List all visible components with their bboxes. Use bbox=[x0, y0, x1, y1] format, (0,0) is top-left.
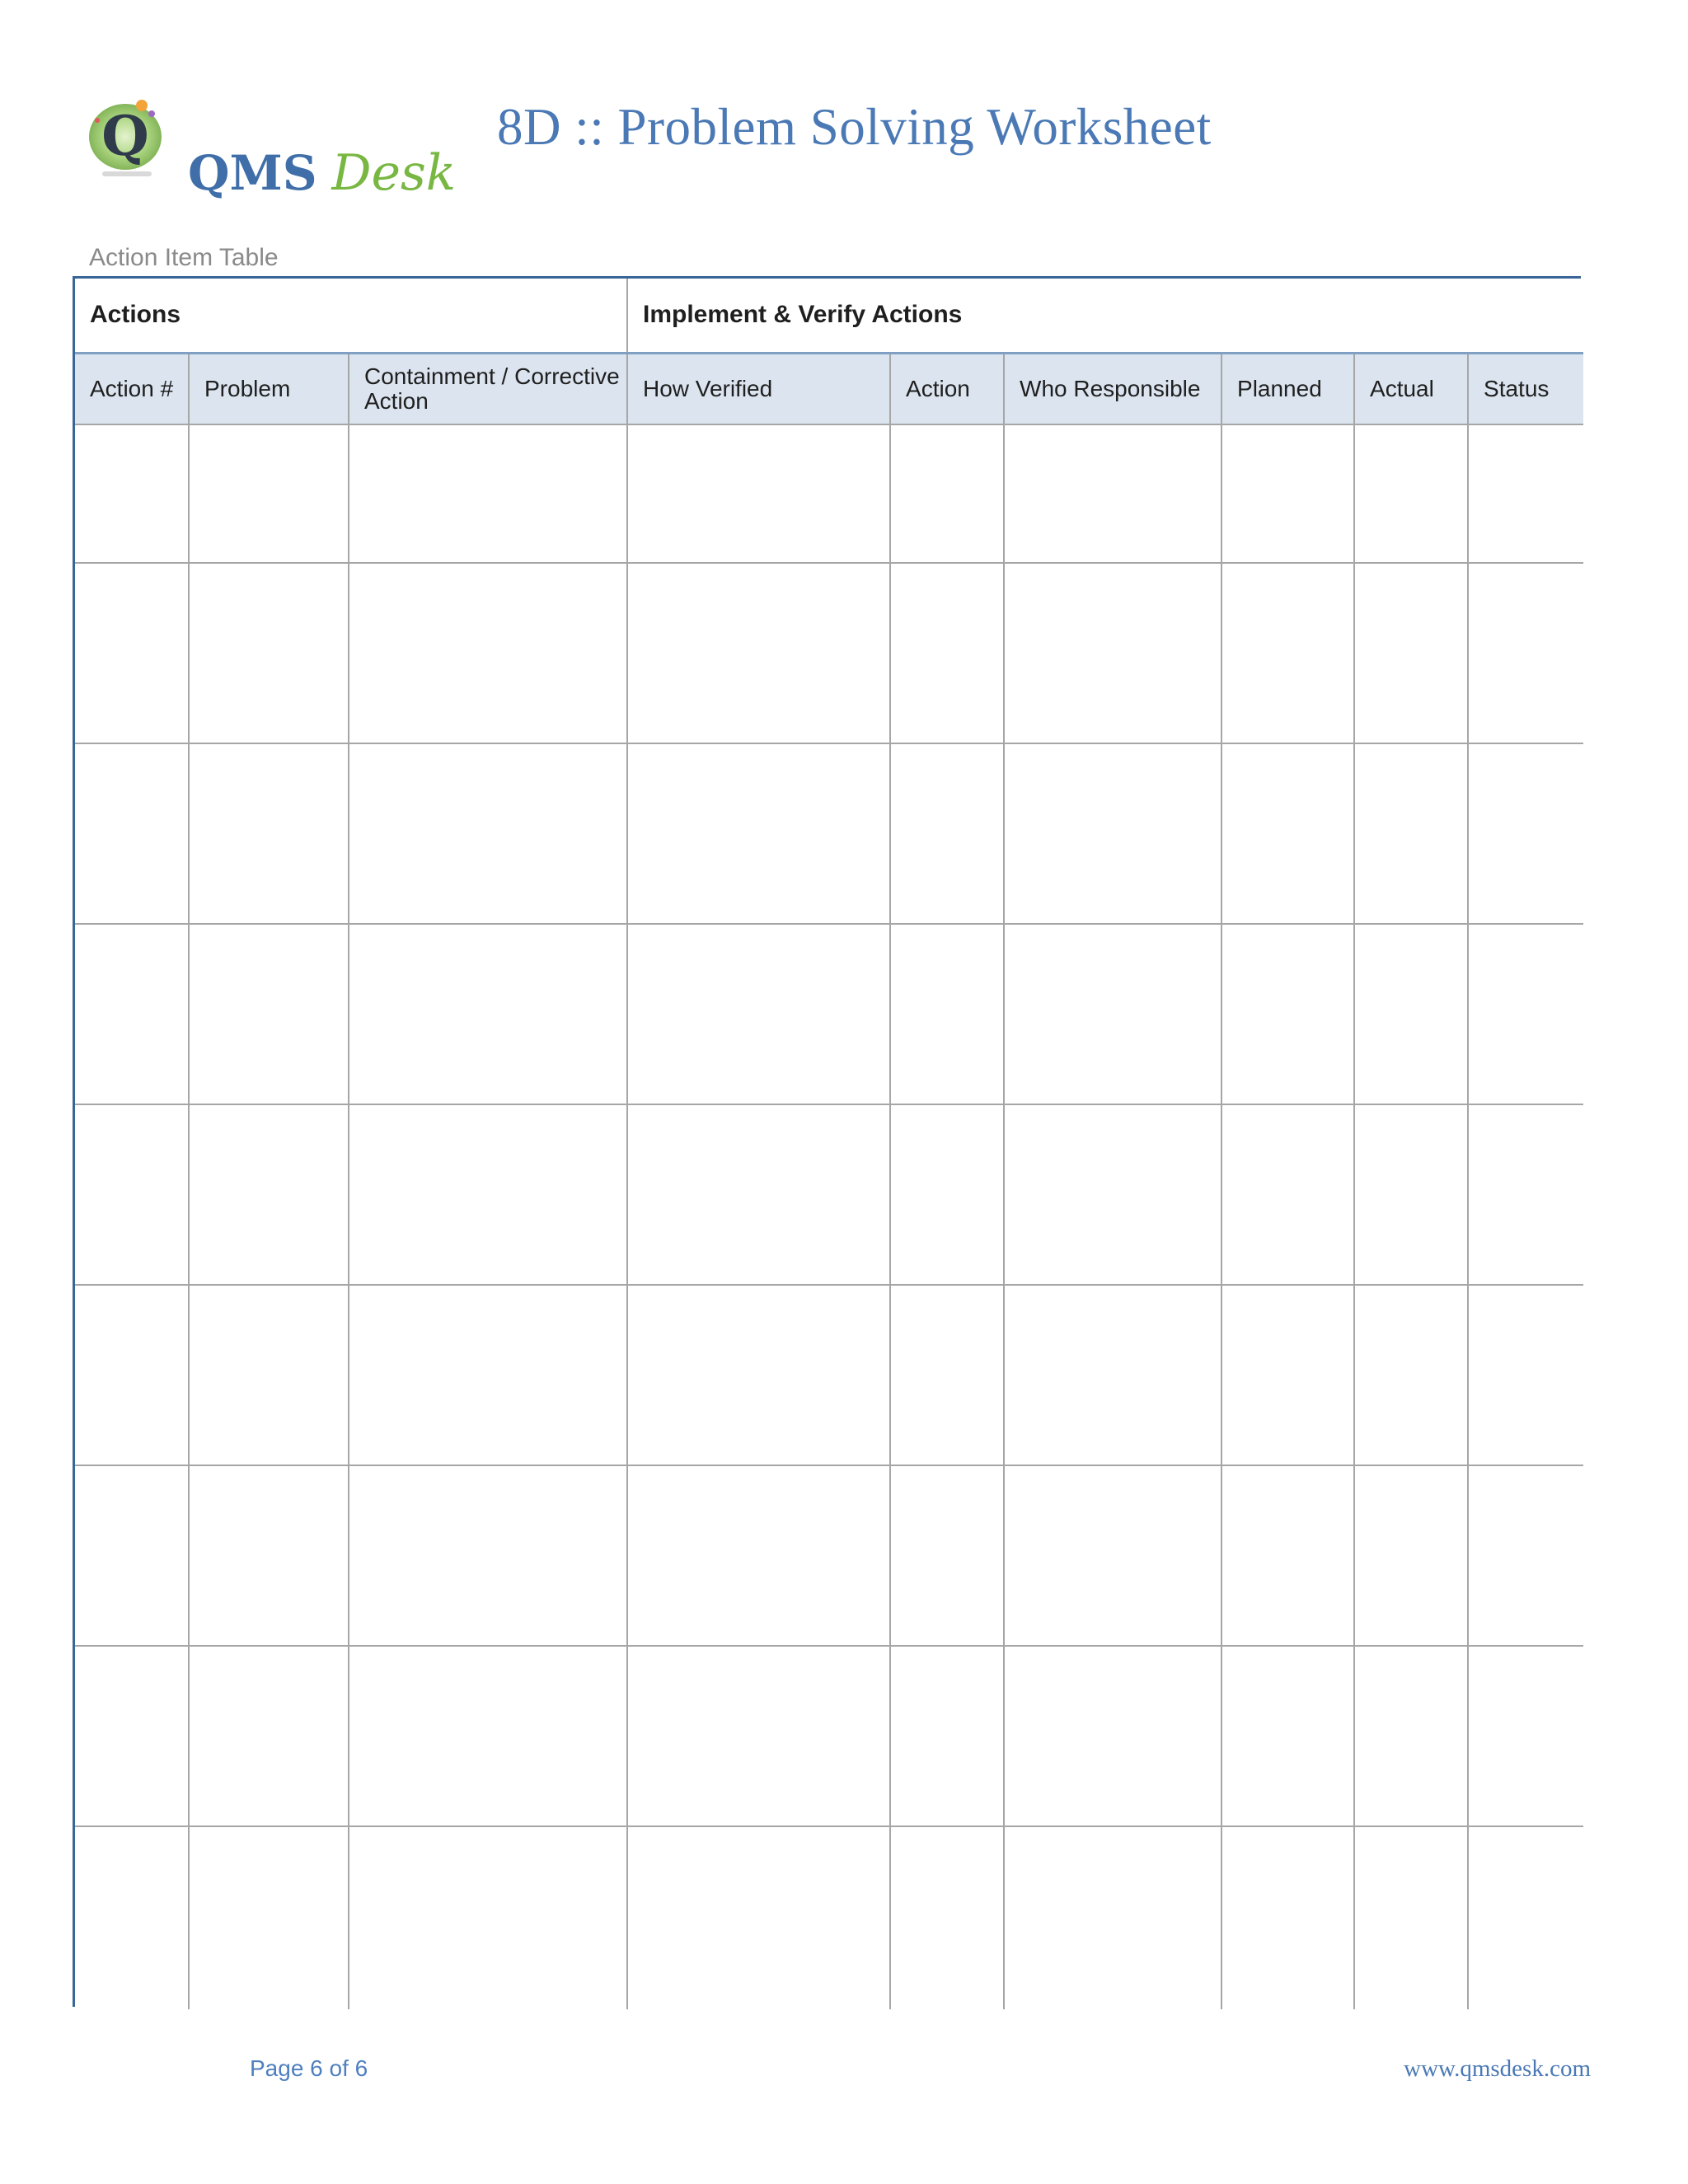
table-cell[interactable] bbox=[1354, 563, 1468, 743]
table-cell[interactable] bbox=[75, 743, 189, 924]
table-cell[interactable] bbox=[890, 743, 1004, 924]
table-row bbox=[75, 1465, 1583, 1646]
table-cell[interactable] bbox=[1004, 1826, 1221, 2009]
table-cell[interactable] bbox=[1468, 424, 1583, 563]
table-cell[interactable] bbox=[627, 1646, 890, 1826]
table-cell[interactable] bbox=[1221, 1646, 1354, 1826]
table-cell[interactable] bbox=[1221, 563, 1354, 743]
table-cell[interactable] bbox=[189, 924, 349, 1104]
table-cell[interactable] bbox=[189, 563, 349, 743]
table-cell[interactable] bbox=[1221, 1104, 1354, 1285]
website-link[interactable]: www.qmsdesk.com bbox=[1404, 2055, 1591, 2082]
table-cell[interactable] bbox=[1354, 424, 1468, 563]
table-cell[interactable] bbox=[627, 424, 890, 563]
action-item-table bbox=[73, 276, 1581, 2007]
table-cell[interactable] bbox=[1221, 1826, 1354, 2009]
table-cell[interactable] bbox=[189, 1465, 349, 1646]
table-cell[interactable] bbox=[189, 743, 349, 924]
qms-logo-mark-icon bbox=[82, 96, 190, 186]
table-cell[interactable] bbox=[189, 1826, 349, 2009]
table-cell[interactable] bbox=[1004, 1104, 1221, 1285]
column-header-status: Status bbox=[1468, 353, 1583, 424]
column-header-planned: Planned bbox=[1221, 353, 1354, 424]
table-cell[interactable] bbox=[189, 424, 349, 563]
table-cell[interactable] bbox=[1354, 1646, 1468, 1826]
table-cell[interactable] bbox=[1004, 1465, 1221, 1646]
table-cell[interactable] bbox=[75, 1285, 189, 1465]
table-cell[interactable] bbox=[890, 424, 1004, 563]
table-cell[interactable] bbox=[189, 1285, 349, 1465]
table-cell[interactable] bbox=[1221, 743, 1354, 924]
table-cell[interactable] bbox=[627, 1465, 890, 1646]
logo-wordmark bbox=[188, 144, 457, 202]
table-cell[interactable] bbox=[1354, 1285, 1468, 1465]
logo-mark-letter: Q bbox=[101, 104, 149, 168]
table-cell[interactable] bbox=[627, 1826, 890, 2009]
table-cell[interactable] bbox=[1468, 1104, 1583, 1285]
table-cell[interactable] bbox=[890, 1104, 1004, 1285]
table-cell[interactable] bbox=[1004, 743, 1221, 924]
table-cell[interactable] bbox=[1354, 924, 1468, 1104]
table-cell[interactable] bbox=[349, 1646, 627, 1826]
table-cell[interactable] bbox=[349, 563, 627, 743]
table-cell[interactable] bbox=[75, 1826, 189, 2009]
table-row bbox=[75, 924, 1583, 1104]
group-header-implement-verify: Implement & Verify Actions bbox=[627, 279, 1583, 353]
table-cell[interactable] bbox=[627, 924, 890, 1104]
table-cell[interactable] bbox=[1004, 924, 1221, 1104]
table-cell[interactable] bbox=[1004, 424, 1221, 563]
group-header-actions: Actions bbox=[75, 279, 627, 353]
table-row bbox=[75, 1826, 1583, 2009]
table-row bbox=[75, 1104, 1583, 1285]
table-cell[interactable] bbox=[1468, 1826, 1583, 2009]
table-cell[interactable] bbox=[1004, 563, 1221, 743]
table-cell[interactable] bbox=[349, 743, 627, 924]
table-cell[interactable] bbox=[349, 424, 627, 563]
table-cell[interactable] bbox=[1354, 1826, 1468, 2009]
table-cell[interactable] bbox=[349, 924, 627, 1104]
table-cell[interactable] bbox=[1468, 924, 1583, 1104]
table-cell[interactable] bbox=[75, 1104, 189, 1285]
table-cell[interactable] bbox=[890, 563, 1004, 743]
page-title: 8D :: Problem Solving Worksheet bbox=[497, 98, 1212, 156]
table-cell[interactable] bbox=[627, 1285, 890, 1465]
column-header-action-number: Action # bbox=[75, 353, 189, 424]
table-cell[interactable] bbox=[1221, 1285, 1354, 1465]
column-header-row bbox=[75, 353, 1583, 424]
table-cell[interactable] bbox=[349, 1104, 627, 1285]
table-cell[interactable] bbox=[189, 1104, 349, 1285]
table-cell[interactable] bbox=[890, 1826, 1004, 2009]
column-header-who-responsible: Who Responsible bbox=[1004, 353, 1221, 424]
table-cell[interactable] bbox=[75, 424, 189, 563]
page-number: Page 6 of 6 bbox=[250, 2055, 368, 2081]
table-cell[interactable] bbox=[890, 1465, 1004, 1646]
table-cell[interactable] bbox=[1354, 743, 1468, 924]
column-header-actual: Actual bbox=[1354, 353, 1468, 424]
table-cell[interactable] bbox=[349, 1285, 627, 1465]
table-cell[interactable] bbox=[1221, 424, 1354, 563]
column-header-problem: Problem bbox=[189, 353, 349, 424]
group-header-row bbox=[75, 279, 1583, 353]
table-cell[interactable] bbox=[349, 1465, 627, 1646]
table-cell[interactable] bbox=[1004, 1285, 1221, 1465]
table-row bbox=[75, 424, 1583, 563]
table-cell[interactable] bbox=[890, 1285, 1004, 1465]
table-cell[interactable] bbox=[1468, 1646, 1583, 1826]
table-cell[interactable] bbox=[1468, 563, 1583, 743]
table-cell[interactable] bbox=[1354, 1465, 1468, 1646]
table-cell[interactable] bbox=[75, 924, 189, 1104]
column-header-how-verified: How Verified bbox=[627, 353, 890, 424]
table-cell[interactable] bbox=[1221, 924, 1354, 1104]
table-cell[interactable] bbox=[1221, 1465, 1354, 1646]
table-row bbox=[75, 1285, 1583, 1465]
table-cell[interactable] bbox=[75, 1465, 189, 1646]
table-cell[interactable] bbox=[1468, 1285, 1583, 1465]
table-cell[interactable] bbox=[189, 1646, 349, 1826]
table-cell[interactable] bbox=[1004, 1646, 1221, 1826]
table-caption: Action Item Table bbox=[89, 244, 279, 271]
table-cell[interactable] bbox=[627, 563, 890, 743]
table-cell[interactable] bbox=[75, 1646, 189, 1826]
table-cell[interactable] bbox=[75, 563, 189, 743]
table-cell[interactable] bbox=[890, 1646, 1004, 1826]
table-cell[interactable] bbox=[1354, 1104, 1468, 1285]
table-row bbox=[75, 563, 1583, 743]
logo-brand-primary: QMS bbox=[188, 145, 317, 201]
column-header-action: Action bbox=[890, 353, 1004, 424]
table-cell[interactable] bbox=[627, 1104, 890, 1285]
logo-brand-secondary: Desk bbox=[331, 144, 457, 202]
table-cell[interactable] bbox=[890, 924, 1004, 1104]
table-cell[interactable] bbox=[349, 1826, 627, 2009]
table-cell[interactable] bbox=[1468, 743, 1583, 924]
column-header-containment-corrective-action: Containment / Corrective Action bbox=[349, 353, 627, 424]
table-cell[interactable] bbox=[627, 743, 890, 924]
table-row bbox=[75, 743, 1583, 924]
table-row bbox=[75, 1646, 1583, 1826]
table-cell[interactable] bbox=[1468, 1465, 1583, 1646]
logo bbox=[82, 96, 457, 211]
